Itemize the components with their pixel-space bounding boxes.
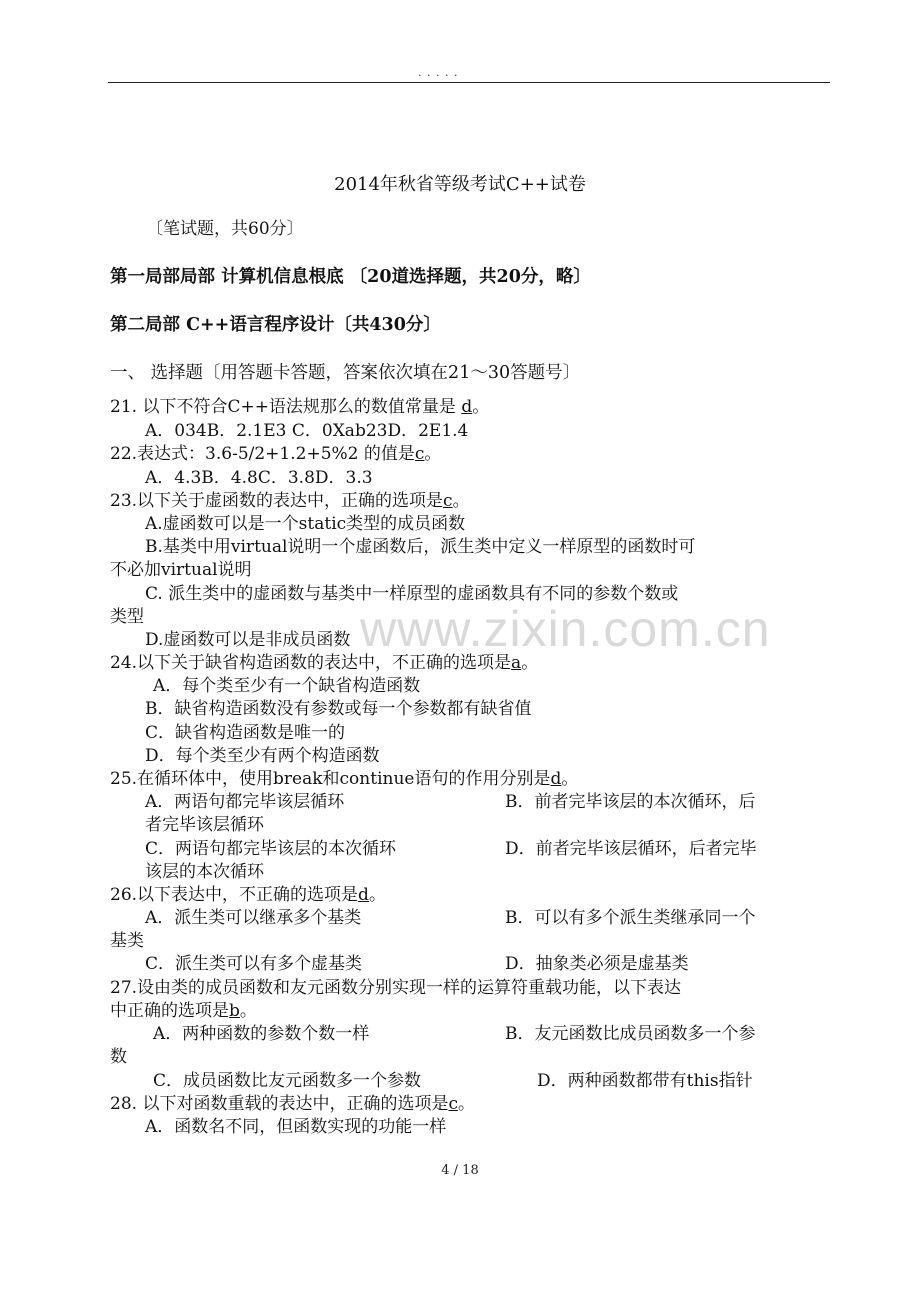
q24-stem: 24.以下关于缺省构造函数的表达中，不正确的选项是 bbox=[110, 653, 512, 673]
question-23 bbox=[110, 490, 470, 512]
q24-option-b: B．缺省构造函数没有参数或每一个参数都有缺省值 bbox=[145, 699, 532, 719]
q27-answer: b bbox=[229, 1001, 240, 1021]
q25-answer: d bbox=[550, 769, 562, 789]
q27-option-b-line1: B．友元函数比成员函数多一个参 bbox=[505, 1024, 756, 1044]
q25-option-d-line2: 该层的本次循环 bbox=[145, 862, 264, 882]
q21-stem: 21. 以下不符合C++语法规那么的数值常量是 bbox=[110, 397, 456, 417]
header-rule bbox=[108, 82, 830, 83]
q25-option-b-line2: 者完毕该层循环 bbox=[145, 815, 264, 835]
question-21 bbox=[110, 396, 489, 418]
q27-end: 。 bbox=[239, 1001, 257, 1021]
header-dots: . . . . . bbox=[418, 66, 459, 79]
q26-option-b-line1: B．可以有多个派生类继承同一个 bbox=[505, 908, 756, 928]
q21-end: 。 bbox=[472, 397, 490, 417]
q26-option-c: C．派生类可以有多个虚基类 bbox=[145, 954, 363, 974]
q27-option-b-line2: 数 bbox=[110, 1047, 127, 1067]
question-24 bbox=[110, 652, 538, 674]
q26-option-d: D．抽象类必须是虚基类 bbox=[505, 954, 689, 974]
q22-stem: 22.表达式：3.6-5/2+1.2+5%2 的值是 bbox=[110, 444, 415, 464]
q26-option-a: A．派生类可以继承多个基类 bbox=[145, 908, 362, 928]
q23-stem: 23.以下关于虚函数的表达中，正确的选项是 bbox=[110, 491, 444, 511]
question-27-line1: 27.设由类的成员函数和友元函数分别实现一样的运算符重载功能，以下表达 bbox=[110, 978, 682, 998]
q28-stem: 28. 以下对函数重载的表达中，正确的选项是 bbox=[110, 1094, 449, 1114]
question-22 bbox=[110, 443, 441, 465]
q23-option-c-line1: C. 派生类中的虚函数与基类中一样原型的虚函数具有不同的参数个数或 bbox=[145, 584, 679, 604]
q23-option-d: D.虚函数可以是非成员函数 bbox=[145, 630, 351, 650]
watermark: www.zixin.com.cn bbox=[360, 601, 771, 657]
q23-answer: c bbox=[443, 491, 453, 511]
page-number: 4 / 18 bbox=[441, 1163, 479, 1178]
part2-heading: 第二局部 C++语言程序设计〔共430分〕 bbox=[110, 315, 441, 335]
q22-end: 。 bbox=[424, 444, 442, 464]
q23-option-a: A.虚函数可以是一个static类型的成员函数 bbox=[145, 514, 466, 534]
page-title: 2014年秋省等级考试C++试卷 bbox=[334, 174, 586, 195]
q23-end: 。 bbox=[452, 491, 470, 511]
q27-stem2: 中正确的选项是 bbox=[110, 1001, 229, 1021]
q24-option-d: D．每个类至少有两个构造函数 bbox=[145, 746, 380, 766]
q25-option-d-line1: D．前者完毕该层循环，后者完毕 bbox=[505, 839, 757, 859]
q25-option-c: C．两语句都完毕该层的本次循环 bbox=[145, 839, 397, 859]
q27-option-a: A．两种函数的参数个数一样 bbox=[153, 1024, 370, 1044]
q26-option-b-line2: 基类 bbox=[110, 931, 144, 951]
q24-option-c: C．缺省构造函数是唯一的 bbox=[145, 723, 346, 743]
section1-heading bbox=[110, 362, 580, 384]
q26-answer: d bbox=[358, 885, 369, 905]
q27-option-d: D．两种函数都带有this指针 bbox=[537, 1071, 753, 1091]
q28-answer: c bbox=[448, 1094, 458, 1114]
written-note: 〔笔试题，共60分〕 bbox=[146, 219, 304, 239]
q23-option-c-line2: 类型 bbox=[110, 607, 144, 627]
q28-end: 。 bbox=[457, 1094, 475, 1114]
q21-answer: d bbox=[461, 397, 473, 417]
q23-option-b-line1: B.基类中用virtual说明一个虚函数后，派生类中定义一样原型的函数时可 bbox=[145, 537, 696, 557]
q26-stem: 26.以下表达中，不正确的选项是 bbox=[110, 885, 359, 905]
q28-option-a: A．函数名不同，但函数实现的功能一样 bbox=[145, 1117, 447, 1137]
q24-end: 。 bbox=[521, 653, 539, 673]
q23-option-b-line2: 不必加virtual说明 bbox=[110, 560, 252, 580]
q27-option-c: C．成员函数比友元函数多一个参数 bbox=[153, 1071, 422, 1091]
q25-option-a: A．两语句都完毕该层循环 bbox=[145, 792, 345, 812]
part1-text: 第一局部局部 计算机信息根底 〔20道选择题，共20分，略〕 bbox=[110, 267, 591, 287]
q26-end: 。 bbox=[368, 885, 386, 905]
q22-answer: c bbox=[414, 444, 425, 464]
part1-heading bbox=[110, 266, 591, 288]
q21-options: A．034B．2.1E3 C．0Xab23D．2E1.4 bbox=[145, 421, 469, 441]
section1-text: 一、 选择题〔用答题卡答题，答案依次填在21～30答题号〕 bbox=[110, 363, 581, 383]
q25-stem: 25.在循环体中，使用break和continue语句的作用分别是 bbox=[110, 769, 551, 789]
question-25 bbox=[110, 768, 578, 790]
q25-option-b-line1: B．前者完毕该层的本次循环，后 bbox=[505, 792, 756, 812]
q24-option-a: A．每个类至少有一个缺省构造函数 bbox=[153, 676, 421, 696]
question-28 bbox=[110, 1093, 475, 1115]
q22-options: A．4.3B．4.8C．3.8D．3.3 bbox=[145, 468, 373, 488]
q25-end: 。 bbox=[561, 769, 579, 789]
q24-answer: a bbox=[511, 653, 522, 673]
question-26 bbox=[110, 884, 386, 906]
question-27-line2 bbox=[110, 1000, 257, 1022]
